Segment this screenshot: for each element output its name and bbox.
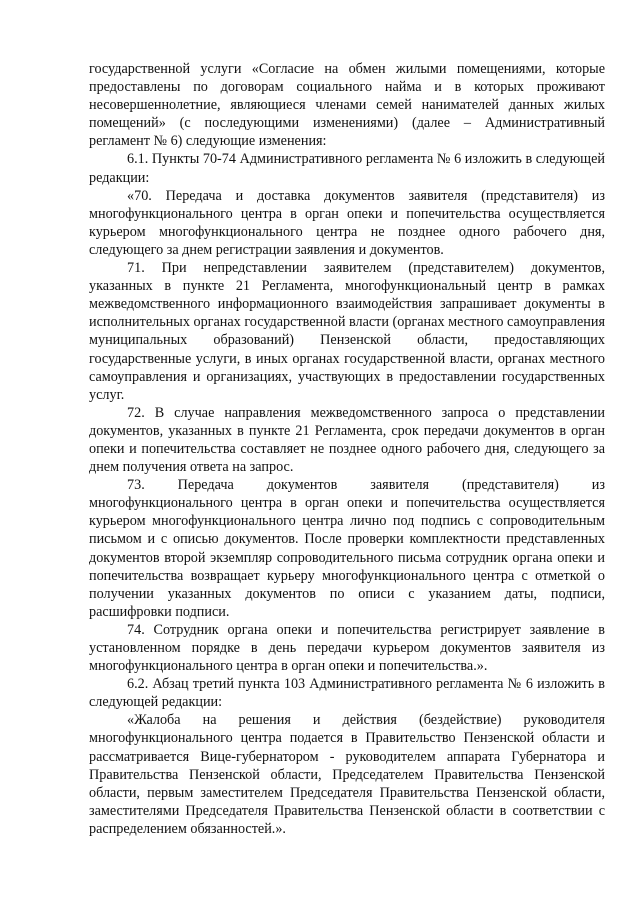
paragraph-6-2: 6.2. Абзац третий пункта 103 Административного регламента № 6 изложить в следующей редакции: [89,676,605,711]
paragraph-71: 71. При непредставлении заявителем (представителем) документов, указанных в пункте 21 Регламента, многофункциональный центр в рамках межведомственного информационного взаимодействия запрашивает документы в исполнительных органах государственной власти (органах местного самоуправления муниципальных образований) Пензенской области, предоставляющих государственные услуги, в иных органах государственной власти, органах местного самоуправления и организациях, участвующих в предоставлении государственных услуг. [89,260,605,403]
paragraph-6-1: 6.1. Пункты 70-74 Административного регламента № 6 изложить в следующей редакции: [89,151,605,186]
document-page [89,60,605,838]
paragraph-72: 72. В случае направления межведомственного запроса о представлении документов, указанных в пункте 21 Регламента, срок передачи документов в орган опеки и попечительства составляет не позднее одного рабочего дня, следующего за днем получения ответа на запрос. [89,404,605,476]
paragraph-74: 74. Сотрудник органа опеки и попечительства регистрирует заявление в установленном порядке в день передачи курьером документов заявителя из многофункционального центра в орган опеки и попечительства.». [89,621,605,675]
paragraph-intro: государственной услуги «Согласие на обмен жилыми помещениями, которые предоставлены по договорам социального найма и в которых проживают несовершеннолетние, являющиеся членами семей нанимателей данных жилых помещений» (с последующими изменениями) (далее – Административный регламент № 6) следующие изменения: [89,61,605,150]
paragraph-73: 73. Передача документов заявителя (представителя) из многофункционального центра в орган опеки и попечительства осуществляется курьером многофункционального центра лично под подпись с сопроводительным письмом и с описью документов. После проверки комплектности представленных документов второй экземпляр сопроводительного письма сотрудник органа опеки и попечительства возвращает курьеру многофункционального центра с отметкой о получении указанных документов по описи с указанием даты, подписи, расшифровки подписи. [89,477,605,620]
paragraph-70: «70. Передача и доставка документов заявителя (представителя) из многофункционального центра в орган опеки и попечительства осуществляется курьером многофункционального центра не позднее одного рабочего дня, следующего за днем регистрации заявления и документов. [89,187,605,258]
paragraph-complaint: «Жалоба на решения и действия (бездействие) руководителя многофункционального центра подается в Правительство Пензенской области и рассматривается Вице-губернатором - руководителем аппарата Губернатора и Правительства Пензенской области, Председателем Правительства Пензенской области, первым заместителем Председателя Правительства Пензенской области, заместителями Председателя Правительства Пензенской области в соответствии с распределением обязанностей.». [89,712,605,837]
